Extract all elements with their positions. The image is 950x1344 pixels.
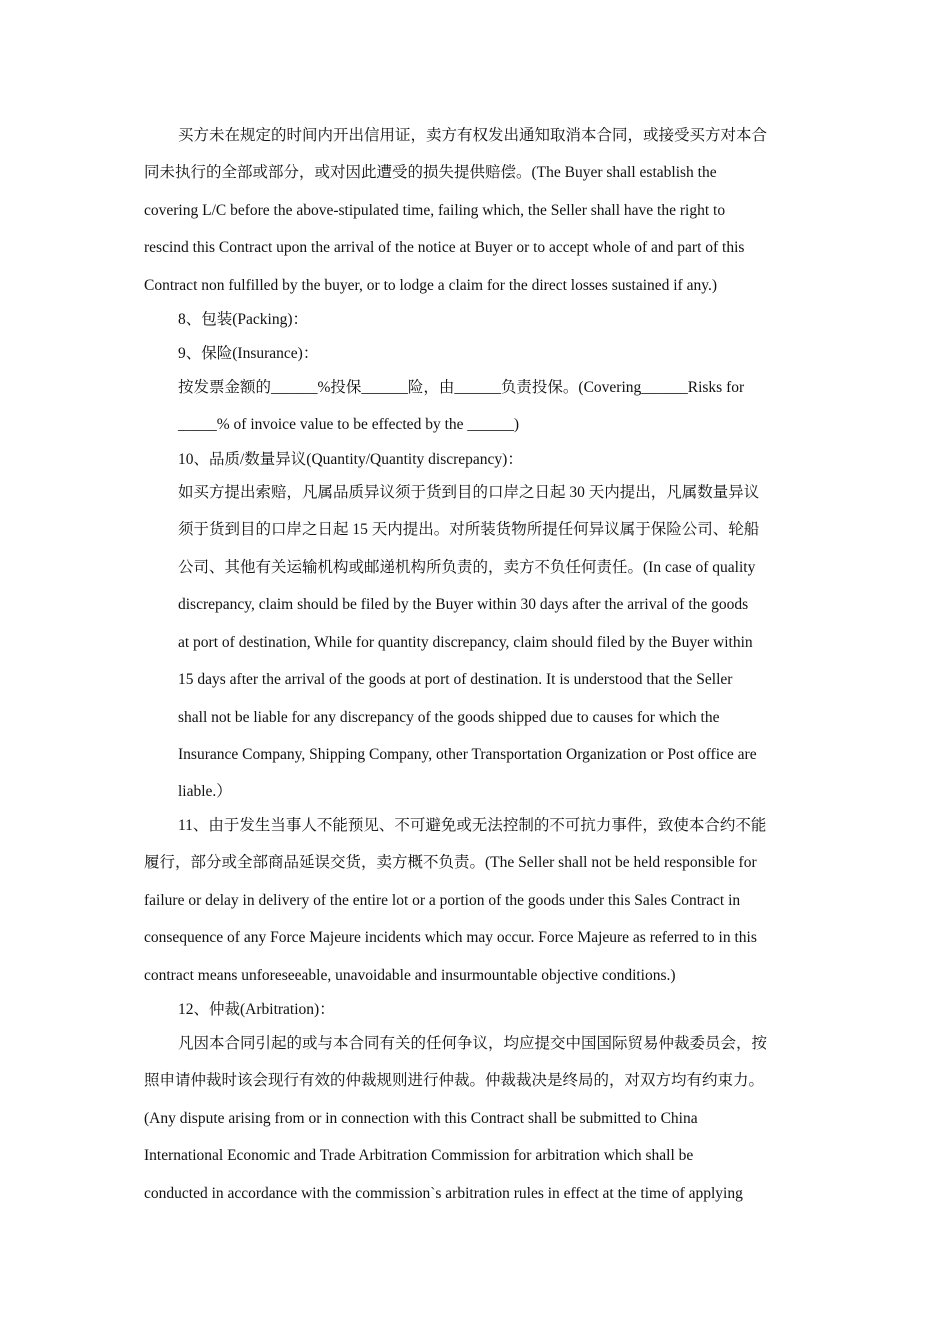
text-line: 15 days after the arrival of the goods at port of destination. It is understood that the Seller	[178, 671, 733, 688]
text-line: 凡因本合同引起的或与本合同有关的任何争议，均应提交中国国际贸易仲裁委员会，按	[178, 1035, 768, 1052]
text-line: 公司、其他有关运输机构或邮递机构所负责的，卖方不负任何责任。(In case of quality	[178, 559, 756, 576]
text-line: discrepancy, claim should be filed by the Buyer within 30 days after the arrival of the goods	[178, 596, 749, 613]
text-line: rescind this Contract upon the arrival of the notice at Buyer or to accept whole of and part of this	[144, 239, 745, 256]
text-line: shall not be liable for any discrepancy of the goods shipped due to causes for which the	[178, 709, 720, 726]
text-line: (Any dispute arising from or in connection with this Contract shall be submitted to China	[144, 1110, 698, 1127]
text-line: at port of destination, While for quantity discrepancy, claim should filed by the Buyer within	[178, 634, 753, 651]
text-line: 如买方提出索赔，凡属品质异议须于货到目的口岸之日起 30 天内提出，凡属数量异议	[178, 484, 760, 501]
text-line: 买方未在规定的时间内开出信用证，卖方有权发出通知取消本合同，或接受买方对本合	[178, 127, 768, 144]
heading-discrepancy: 10、品质/数量异议(Quantity/Quantity discrepancy)：	[178, 451, 523, 468]
text-line: 按发票金额的______%投保______险，由______负责投保。(Covering______Risks for	[178, 379, 745, 396]
text-line: consequence of any Force Majeure incidents which may occur. Force Majeure as referred to in this	[144, 929, 757, 946]
text-line: covering L/C before the above-stipulated time, failing which, the Seller shall have the right to	[144, 202, 726, 219]
text-line: Contract non fulfilled by the buyer, or to lodge a claim for the direct losses sustained if any.)	[144, 277, 718, 294]
text-line: International Economic and Trade Arbitration Commission for arbitration which shall be	[144, 1147, 694, 1164]
text-line: Insurance Company, Shipping Company, other Transportation Organization or Post office are	[178, 746, 757, 763]
text-line: conducted in accordance with the commission`s arbitration rules in effect at the time of applying	[144, 1185, 743, 1202]
text-line: contract means unforeseeable, unavoidable and insurmountable objective conditions.)	[144, 967, 676, 984]
text-line: failure or delay in delivery of the entire lot or a portion of the goods under this Sales Contract in	[144, 892, 741, 909]
text-line: 同未执行的全部或部分，或对因此遭受的损失提供赔偿。(The Buyer shall establish the	[144, 164, 717, 181]
heading-packing: 8、包装(Packing)：	[178, 311, 309, 328]
text-line: 11、由于发生当事人不能预见、不可避免或无法控制的不可抗力事件，致使本合约不能	[178, 817, 767, 834]
text-line: 须于货到目的口岸之日起 15 天内提出。对所装货物所提任何异议属于保险公司、轮船	[178, 521, 760, 538]
text-line: _____% of invoice value to be effected by the ______)	[178, 416, 520, 433]
text-line: 照申请仲裁时该会现行有效的仲裁规则进行仲裁。仲裁裁决是终局的，对双方均有约束力。	[144, 1072, 765, 1089]
heading-arbitration: 12、仲裁(Arbitration)：	[178, 1001, 335, 1018]
text-line: 履行，部分或全部商品延误交货，卖方概不负责。(The Seller shall not be held responsible for	[144, 854, 757, 871]
heading-insurance: 9、保险(Insurance)：	[178, 345, 319, 362]
text-line: liable.）	[178, 783, 232, 800]
